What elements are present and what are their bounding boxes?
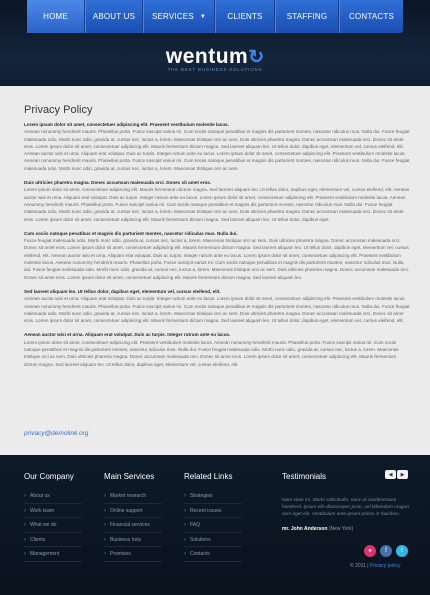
nav-services-label: SERVICES: [151, 12, 194, 21]
paragraph-body: Aenean nonummy hendrerit mauris. Phasellus porta. Fusce suscipit varius mi. Cum sociis natoque penatibus et magnis dis parturient montes, nascetur ridiculus mus. Nulla dui. Fusce feugiat malesuada odio. Morbi nunc odio, gravida at, cursus nec, luctus a, lorem. Maecenas tristique orci ac sem. Duis ultricies pharetra magna. Donec accumsan malesuada orci. Donec sit amet eros. Lorem ipsum dolor sit amet, consectetuer adipiscing elit. Mauris fermentum dictum magna. Sed laoreet aliquam leo. Ut tellus dolor, dapibus eget, elementum vel, cursus eleifend, elit. Aenean auctor wisi et urna. Aliquam erat volutpat. Duis ac turpis. Integer rutrum ante eu lacus. Lorem ipsum dolor sit amet, consectetuer adipiscing elit. Praesent vestibulum molestie lacus. Aenean nonummy hendrerit mauris. Phasellus porta. Fusce suscipit varius mi. Cum sociis natoque penatibus et magnis dis parturient montes, nascetur ridiculus mus. Nulla dui. Fusce feugiat malesuada odio. Morbi nunc odio, gravida at, cursus nec, luctus a, lorem. Maecenas tristique orci ac sem.: [24, 129, 410, 171]
testimonials-controls: [384, 470, 408, 479]
author-place: (New York): [328, 526, 354, 532]
nav-clients[interactable]: [215, 0, 275, 33]
author-name: mr. John Anderson: [282, 526, 328, 532]
testimonials-heading: Testimonials: [282, 472, 327, 481]
chevron-down-icon: ▼: [199, 13, 207, 20]
paragraph: [24, 288, 410, 324]
nav-contacts[interactable]: [339, 0, 403, 33]
social-links: [360, 545, 408, 557]
nav-about-label: ABOUT US: [92, 12, 136, 21]
paragraph-lead: Sed laoreet aliquam leo. Ut tellus dolor, dapibus eget, elementum vel, cursus eleifend, elit.: [24, 288, 221, 294]
main-nav: [27, 0, 403, 33]
paragraph-lead: Aenean auctor wisi et urna. Aliquam erat volutpat. Duis ac turpis. Integer rutrum ante eu lacus.: [24, 332, 231, 338]
nav-contacts-label: CONTACTS: [348, 12, 394, 21]
footer-link[interactable]: › Strategies: [184, 489, 242, 504]
footer-link[interactable]: › Recent issues: [184, 504, 242, 519]
copyright-text: © 2011 |: [350, 563, 369, 569]
footer-heading: Main Services: [104, 472, 155, 481]
nav-services[interactable]: [143, 0, 215, 33]
logo-swirl-icon: ↻: [248, 47, 265, 68]
paragraph-lead: Cum sociis natoque penatibus et magnis dis parturient montes, nascetur ridiculus mus. Nulla dui.: [24, 230, 238, 236]
nav-home[interactable]: [27, 0, 85, 33]
paragraph: [24, 230, 410, 281]
paragraph-lead: Duis ultricies pharetra magna. Donec accumsan malesuada orci. Donec sit amet eros.: [24, 180, 212, 186]
footer-heading: Our Company: [24, 472, 74, 481]
privacy-policy-link[interactable]: Privacy policy: [369, 563, 401, 569]
site-logo[interactable]: [0, 45, 430, 72]
footer-our-company: [24, 472, 82, 562]
footer-link[interactable]: › Work team: [24, 504, 82, 519]
nav-clients-label: CLIENTS: [227, 12, 263, 21]
footer-link[interactable]: › About us: [24, 489, 82, 504]
footer-link[interactable]: › FAQ: [184, 518, 242, 533]
footer-link[interactable]: › Solutions: [184, 533, 242, 548]
footer-related-links: [184, 472, 242, 562]
site-footer: [0, 455, 430, 595]
nav-staffing-label: STAFFING: [286, 12, 328, 21]
paragraph-body: Lorem ipsum dolor sit amet, consectetuer adipiscing elit. Mauris fermentum dictum magna. Sed laoreet aliquam leo. Ut tellus dolor, dapibus eget, elementum vel, cursus eleifend, elit. Aenean auctor wisi et urna. Aliquam erat volutpat. Duis ac turpis. Integer rutrum ante eu lacus. Lorem ipsum dolor sit amet, consectetuer adipiscing elit. Praesent vestibulum molestie lacus. Aenean nonummy hendrerit mauris. Phasellus porta. Fusce suscipit varius mi. Cum sociis natoque penatibus et magnis dis parturient montes, nascetur ridiculus mus. Nulla dui. Fusce feugiat malesuada odio. Morbi nunc odio, gravida at, cursus nec, luctus a, lorem. Maecenas tristique orci ac sem. Duis ultricies pharetra magna. Donec accumsan malesuada orci. Donec sit amet eros. Lorem ipsum dolor sit amet, consectetuer adipiscing elit. Mauris fermentum dictum magna. Sed laoreet aliquam leo. Ut tellus dolor, dapibus eget.: [24, 187, 410, 222]
testimonial-quote: Nam vitae mi. Morbi sollicitudin, nunc id condimentum hendrerit, ipsum elit ullamcorper justo, vel bibendum magna sem eget elit. Vestibulum ante ipsum primis in faucibus.: [282, 498, 409, 517]
nav-about-us[interactable]: [85, 0, 143, 33]
footer-link[interactable]: › Online support: [104, 504, 162, 519]
footer-heading: Related Links: [184, 472, 233, 481]
footer-link[interactable]: › Clients: [24, 533, 82, 548]
twitter-icon[interactable]: t: [396, 545, 408, 557]
nav-staffing[interactable]: [275, 0, 339, 33]
paragraph: [24, 331, 410, 367]
paragraph: [24, 121, 410, 172]
testimonials: [282, 472, 410, 532]
footer-link[interactable]: › Financial services: [104, 518, 162, 533]
nav-home-label: HOME: [43, 12, 68, 21]
paragraph-body: Lorem ipsum dolor sit amet, consectetuer adipiscing elit. Praesent vestibulum molestie lacus. Aenean nonummy hendrerit mauris. Phasellus porta. Fusce suscipit varius mi. Cum sociis natoque penatibus et magnis dis parturient montes, nascetur ridiculus mus. Nulla dui. Fusce feugiat malesuada odio. Morbi nunc odio, gravida at, cursus nec, luctus a, lorem. Maecenas tristique orci ac sem. Duis ultricies pharetra magna. Donec accumsan malesuada orci. Donec sit amet eros. Lorem ipsum dolor sit amet, consectetuer adipiscing elit. Mauris fermentum dictum magna. Sed laoreet aliquam leo. Ut tellus dolor, dapibus eget, elementum vel, cursus eleifend, elit.: [24, 339, 399, 367]
paragraph-body: Fusce feugiat malesuada odio. Morbi nunc odio, gravida at, cursus nec, luctus a, lorem. Maecenas tristique orci ac sem. Duis ultricies pharetra magna. Donec accumsan malesuada orci. Donec sit amet eros. Lorem ipsum dolor sit amet, consectetuer adipiscing elit. Mauris fermentum dictum magna. Sed laoreet aliquam leo. Ut tellus dolor, dapibus eget, elementum vel, cursus eleifend, elit. Aenean auctor wisi et urna. Aliquam erat volutpat. Duis ac turpis. Integer rutrum ante eu lacus. Lorem ipsum dolor sit amet, consectetuer adipiscing elit. Praesent vestibulum molestie lacus. Aenean nonummy hendrerit mauris. Phasellus porta. Fusce suscipit varius mi. Cum sociis natoque penatibus et magnis dis parturient montes, nascetur ridiculus mus. Nulla dui. Fusce feugiat malesuada odio. Morbi nunc odio, gravida at, cursus nec, luctus a, lorem. Maecenas tristique orci ac sem. Duis ultricies pharetra magna. Donec accumsan malesuada orci. Donec sit amet eros. Lorem ipsum dolor sit amet, consectetuer adipiscing elit. Mauris fermentum dictum magna. Sed laoreet aliquam leo.: [24, 238, 410, 280]
logo-tagline: THE BEST BUSINESS SOLUTIONS: [167, 67, 263, 72]
footer-link[interactable]: › Contacts: [184, 547, 242, 562]
paragraph-lead: Lorem ipsum dolor sit amet, consectetuer adipiscing elit. Praesent vestibulum molestie lacus.: [24, 122, 229, 127]
logo-name: wentum: [165, 45, 249, 68]
site-header: [0, 0, 430, 86]
copyright: [350, 563, 400, 569]
footer-link[interactable]: › Market research: [104, 489, 162, 504]
facebook-icon[interactable]: f: [380, 545, 392, 557]
page-title: Privacy Policy: [24, 104, 93, 116]
footer-link[interactable]: › Business help: [104, 533, 162, 548]
paragraph-body: Aenean auctor wisi et urna. Aliquam erat volutpat. Duis ac turpis. Integer rutrum ante eu lacus. Lorem ipsum dolor sit amet, consectetuer adipiscing elit. Praesent vestibulum molestie lacus. Aenean nonummy hendrerit mauris. Phasellus porta. Fusce suscipit varius mi. Cum sociis natoque penatibus et magnis dis parturient montes, nascetur ridiculus mus. Nulla dui. Fusce feugiat malesuada odio. Morbi nunc odio, gravida at, cursus nec, luctus a, lorem. Maecenas tristique orci ac sem. Duis ultricies pharetra magna. Donec accumsan malesuada orci. Donec sit amet eros. Lorem ipsum dolor sit amet, consectetuer adipiscing elit. Mauris fermentum dictum magna. Sed laoreet aliquam leo. Ut tellus dolor, dapibus eget, elementum vel, cursus eleifend, elit.: [24, 296, 410, 324]
main-content: [24, 104, 410, 375]
footer-link[interactable]: › Premises: [104, 547, 162, 562]
footer-link[interactable]: › Management: [24, 547, 82, 562]
next-arrow-icon[interactable]: ▶: [397, 470, 408, 479]
paragraph: [24, 179, 410, 223]
flickr-icon[interactable]: ●: [364, 545, 376, 557]
footer-main-services: [104, 472, 162, 562]
prev-arrow-icon[interactable]: ◀: [385, 470, 396, 479]
privacy-email-link[interactable]: privacy@demolink.org: [24, 430, 89, 437]
testimonial-author: [282, 526, 410, 532]
footer-link[interactable]: › What we do: [24, 518, 82, 533]
